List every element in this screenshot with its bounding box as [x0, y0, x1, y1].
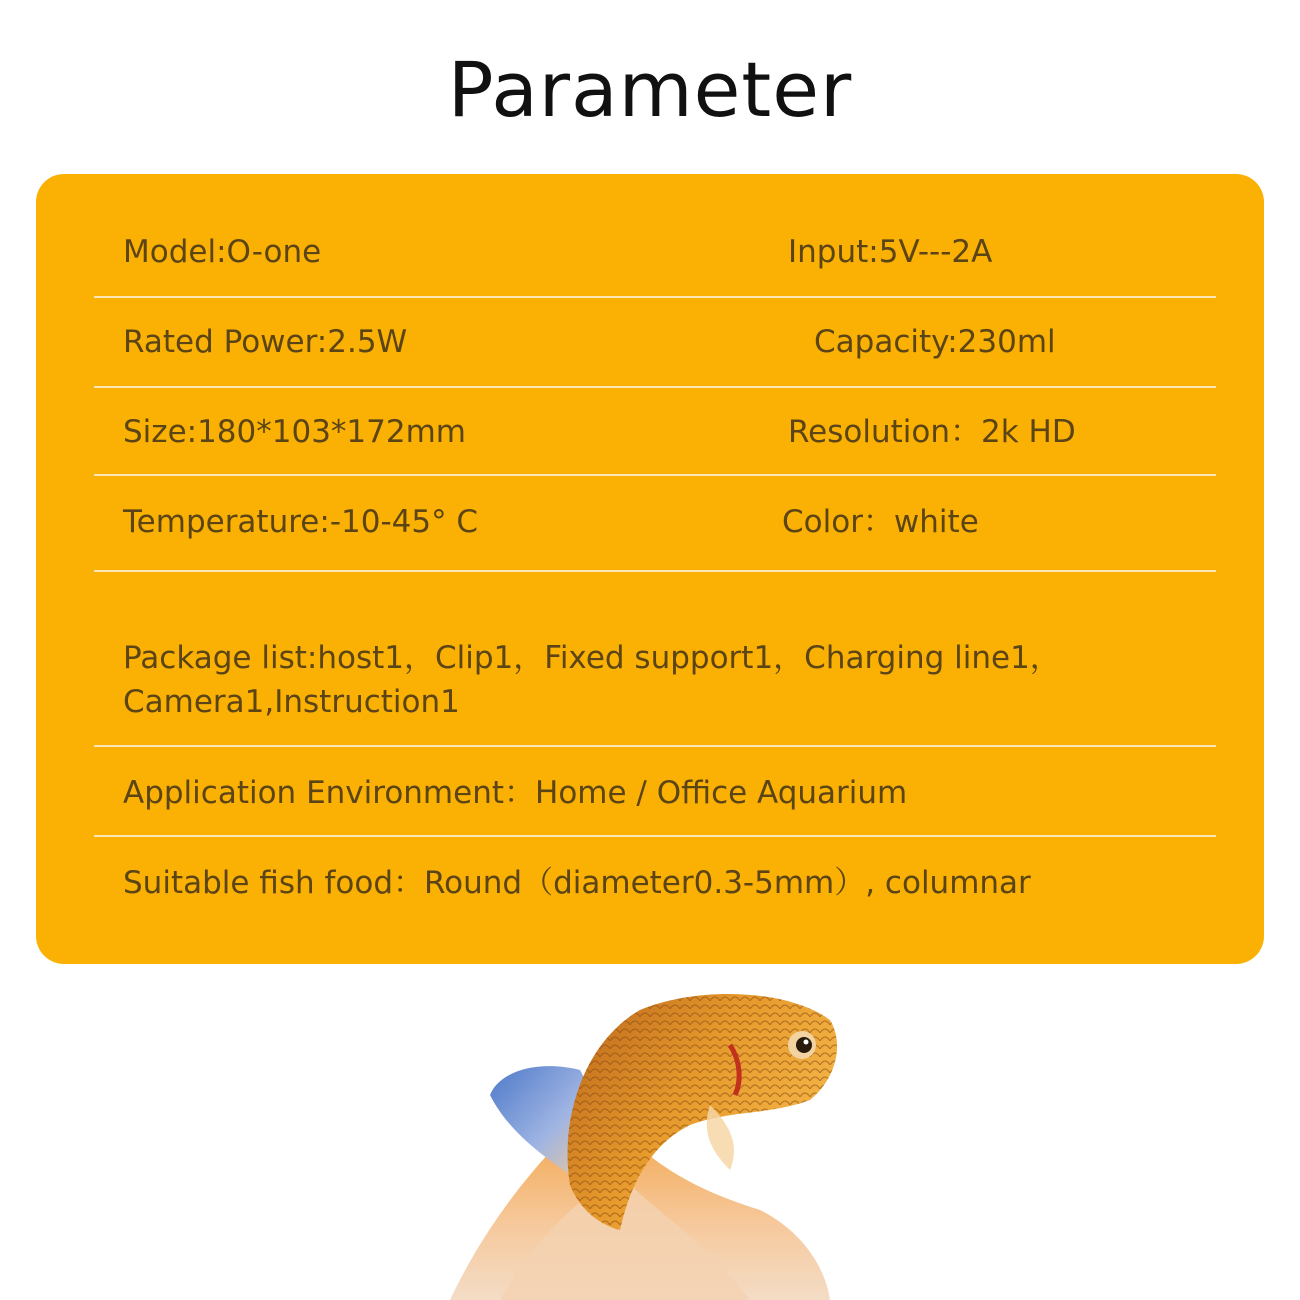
spec-package-list: Package list:host1，Clip1，Fixed support1，Charging line1，Camera1,Instruction1 — [123, 640, 1061, 720]
page-title: Parameter — [447, 45, 853, 134]
spec-row-application — [94, 747, 1216, 837]
spec-resolution: Resolution：2k HD — [788, 414, 1076, 450]
spec-fish-food: Suitable fish food：Round（diameter0.3-5mm）, columnar — [123, 865, 1031, 901]
spec-capacity: Capacity:230ml — [814, 324, 1056, 360]
spec-temperature: Temperature:-10-45° C — [123, 504, 479, 540]
betta-fish-image — [430, 985, 870, 1300]
spec-application-environment: Application Environment：Home / Office Aquarium — [123, 775, 908, 811]
spec-row-size-resolution — [94, 388, 1216, 476]
spec-size: Size:180*103*172mm — [123, 414, 466, 450]
spec-color: Color：white — [782, 504, 979, 540]
spec-row-model-input — [94, 174, 1216, 298]
spec-card — [36, 174, 1264, 964]
spec-model: Model:O-one — [123, 234, 322, 270]
spec-rated-power: Rated Power:2.5W — [123, 324, 408, 360]
spec-row-fish-food — [94, 837, 1216, 937]
spec-input: Input:5V---2A — [788, 234, 993, 270]
spec-row-power-capacity — [94, 298, 1216, 388]
spec-row-temperature-color — [94, 476, 1216, 572]
spec-row-package-list — [94, 572, 1216, 747]
